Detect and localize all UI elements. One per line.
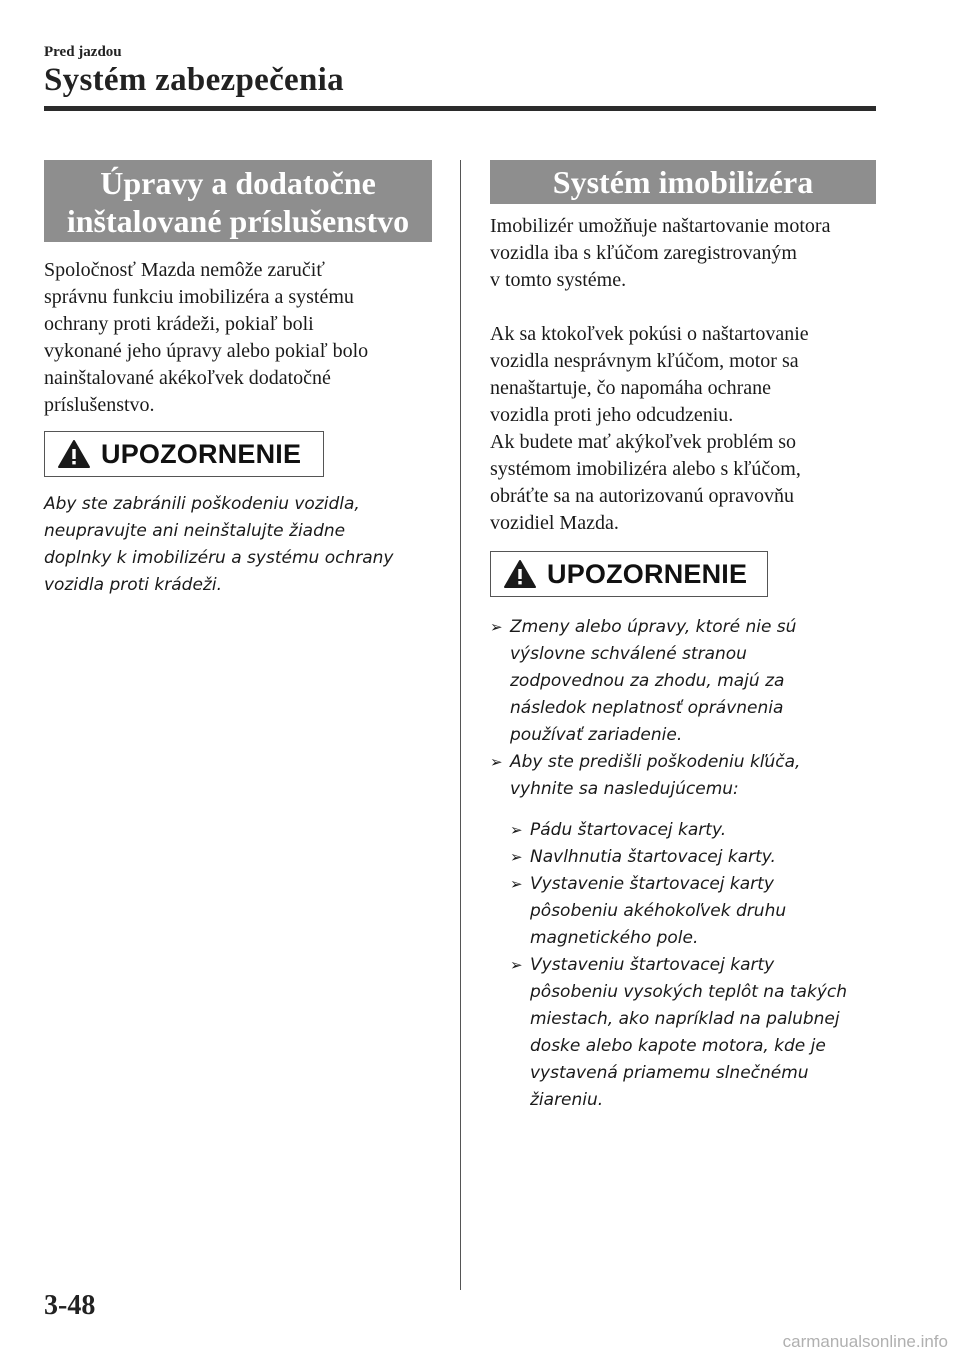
arrow-bullet-icon: ➢ [510, 875, 523, 893]
text-line: nenaštartuje, čo napomáha ochrane [490, 377, 771, 399]
text-line: vykonané jeho úpravy alebo pokiaľ bolo [44, 340, 369, 362]
text-line: vozidiel Mazda. [490, 512, 619, 534]
section-banner-accessories [44, 160, 432, 242]
text-line: doplnky k imobilizéru a systému ochrany [44, 548, 394, 568]
text-line: výslovne schválené stranou [510, 644, 747, 664]
text-line: Vystavenie štartovacej karty [530, 874, 774, 894]
text-line: neupravujte ani neinštalujte žiadne [44, 521, 346, 541]
warning-box [490, 551, 768, 597]
accessories-paragraph [44, 257, 444, 419]
text-line: ochrany proti krádeži, pokiaľ boli [44, 313, 314, 335]
warning-triangle-icon [503, 559, 537, 589]
text-line: následok neplatnosť oprávnenia [510, 698, 784, 718]
warning-box [44, 431, 324, 477]
text-line: pôsobeniu vysokých teplôt na takých [530, 982, 847, 1002]
warning-label: UPOZORNENIE [547, 558, 748, 589]
warning-text [44, 491, 444, 599]
text-line: Aby ste predišli poškodeniu kľúča, [510, 752, 801, 772]
page-title: Systém zabezpečenia [44, 62, 344, 98]
text-line: Vystaveniu štartovacej karty [530, 955, 775, 975]
warning-label: UPOZORNENIE [101, 438, 302, 469]
list-item [490, 749, 880, 803]
text-line: pôsobeniu akéhokoľvek druhu [530, 901, 787, 921]
text-line: používať zariadenie. [510, 725, 683, 745]
text-line: nainštalované akékoľvek dodatočné [44, 367, 331, 389]
text-line: príslušenstvo. [44, 394, 155, 416]
chapter-label: Pred jazdou [44, 44, 122, 60]
list-item [490, 614, 880, 749]
warning-triangle-icon [57, 439, 91, 469]
text-line: správnu funkciu imobilizéra a systému [44, 286, 354, 308]
column-divider [460, 160, 461, 1290]
text-line: vystavená priamemu slnečnému [530, 1063, 809, 1083]
arrow-bullet-icon: ➢ [490, 618, 503, 636]
text-line: Imobilizér umožňuje naštartovanie motora [490, 215, 831, 237]
text-line: Spoločnosť Mazda nemôže zaručiť [44, 259, 325, 281]
warning-bullet-list [490, 614, 880, 1114]
text-line: vozidla proti krádeži. [44, 575, 222, 595]
immobilizer-paragraph-1 [490, 213, 880, 294]
text-line: vozidla proti jeho odcudzeniu. [490, 404, 734, 426]
text-line: Navlhnutia štartovacej karty. [530, 847, 776, 867]
text-line: vyhnite sa nasledujúcemu: [510, 779, 739, 799]
list-item [510, 844, 880, 871]
text-line: obráťte sa na autorizovanú opravovňu [490, 485, 794, 507]
header-divider [44, 106, 876, 111]
sub-bullet-list [490, 817, 880, 1114]
banner-line-2: inštalované príslušenstvo [66, 203, 410, 239]
arrow-bullet-icon: ➢ [510, 821, 523, 839]
text-line: Aby ste zabránili poškodeniu vozidla, [44, 494, 360, 514]
text-line: v tomto systéme. [490, 269, 627, 291]
text-line: Pádu štartovacej karty. [530, 820, 727, 840]
text-line: miestach, ako napríklad na palubnej [530, 1009, 840, 1029]
list-item [510, 871, 880, 952]
list-item [510, 952, 880, 1114]
text-line: Zmeny alebo úpravy, ktoré nie sú [510, 617, 797, 637]
watermark: carmanualsonline.info [782, 1332, 948, 1351]
text-line: Ak sa ktokoľvek pokúsi o naštartovanie [490, 323, 809, 345]
banner-line-1: Úpravy a dodatočne [100, 165, 376, 201]
page-number: 3-48 [44, 1290, 96, 1321]
text-line: zodpovednou za zhodu, majú za [510, 671, 785, 691]
text-line: Ak budete mať akýkoľvek problém so [490, 431, 797, 453]
text-line: magnetického pole. [530, 928, 699, 948]
list-item [510, 817, 880, 844]
immobilizer-paragraph-2 [490, 321, 880, 537]
arrow-bullet-icon: ➢ [510, 848, 523, 866]
text-line: doske alebo kapote motora, kde je [530, 1036, 826, 1056]
arrow-bullet-icon: ➢ [510, 956, 523, 974]
text-line: vozidla iba s kľúčom zaregistrovaným [490, 242, 797, 264]
text-line: systémom imobilizéra alebo s kľúčom, [490, 458, 801, 480]
text-line: žiareniu. [530, 1090, 604, 1110]
text-line: vozidla nesprávnym kľúčom, motor sa [490, 350, 799, 372]
section-banner-immobilizer: Systém imobilizéra [490, 160, 876, 204]
arrow-bullet-icon: ➢ [490, 753, 503, 771]
